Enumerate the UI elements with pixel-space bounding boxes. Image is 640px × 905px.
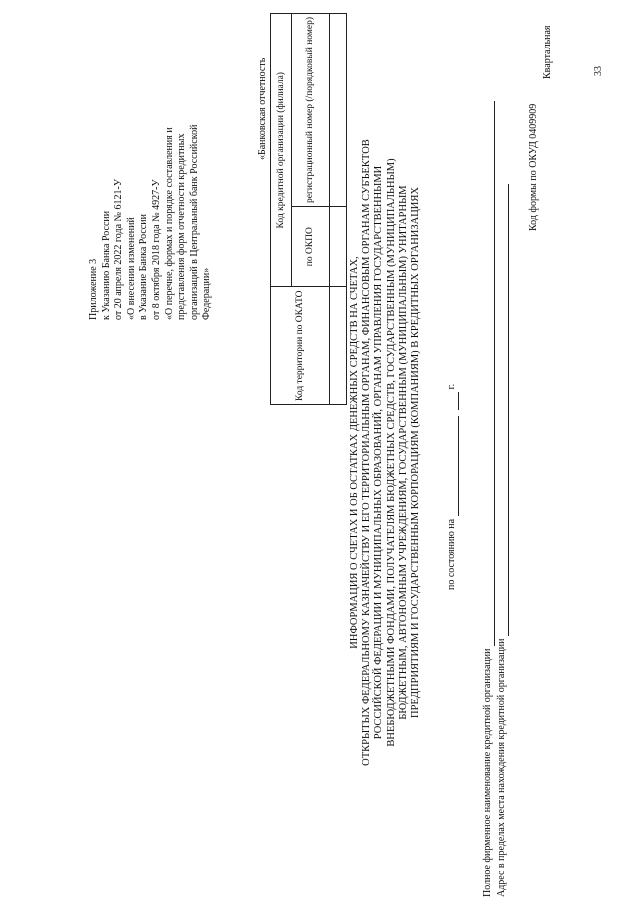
report-title <box>349 0 422 905</box>
address-blank[interactable] <box>498 184 509 636</box>
full-name-blank[interactable] <box>484 101 495 646</box>
okpo-value-cell <box>330 206 347 287</box>
appendix-line: к Указанию Банка России <box>100 210 112 320</box>
address-label: Адрес в пределах места нахождения кредитной организации <box>496 638 507 897</box>
as-of-prefix: по состоянию на <box>446 518 457 590</box>
appendix-line: от 8 октября 2018 года № 4927-У <box>150 179 162 320</box>
full-name-field <box>482 101 495 897</box>
okpo-header: по ОКПО <box>292 206 330 287</box>
year-blank[interactable] <box>448 392 459 410</box>
address-field <box>496 184 509 897</box>
as-of-suffix: г. <box>446 383 457 390</box>
credit-org-header: Код кредитной организации (филиала) <box>271 14 292 287</box>
appendix-line: «О внесении изменений <box>125 217 137 320</box>
appendix-line: представления форм отчетности кредитных <box>176 133 188 320</box>
appendix-line: «О перечне, формах и порядке составления и <box>163 127 175 320</box>
as-of-date <box>446 384 459 590</box>
code-table <box>270 13 347 405</box>
reg-number-header: регистрационный номер (/порядковый номер) <box>292 14 330 207</box>
date-blank[interactable] <box>448 416 459 516</box>
appendix-block <box>88 125 214 320</box>
title-line: БЮДЖЕТНЫМ, АВТОНОМНЫМ УЧРЕЖДЕНИЯМ, ГОСУДАРСТВЕННЫМ (МУНИЦИПАЛЬНЫМ) УНИТАРНЫМ <box>397 185 409 720</box>
appendix-line: от 20 апреля 2022 года № 6121-У <box>113 179 125 320</box>
appendix-line: Федерации» <box>201 267 213 320</box>
report-label: «Банковская отчетность <box>257 57 268 160</box>
okato-header: Код территории по ОКАТО <box>271 287 330 405</box>
title-line: ОТКРЫТЫХ ФЕДЕРАЛЬНОМУ КАЗНАЧЕЙСТВУ И ЕГО ТЕРРИТОРИАЛЬНЫМ ОРГАНАМ, ФИНАНСОВЫМ ОРГАНАМ СУБЪЕКТОВ <box>361 139 373 766</box>
full-name-label: Полное фирменное наименование кредитной организации <box>482 648 493 897</box>
title-line: РОССИЙСКОЙ ФЕДЕРАЦИИ И МУНИЦИПАЛЬНЫХ ОБРАЗОВАНИЙ, ОРГАНАМ УПРАВЛЕНИЯ ГОСУДАРСТВЕННЫМИ <box>373 165 385 740</box>
form-code: Код формы по ОКУД 0409909 <box>528 103 539 231</box>
okato-value-cell <box>330 287 347 405</box>
reg-value-cell <box>330 14 347 207</box>
appendix-line: Приложение 3 <box>88 258 99 320</box>
title-line: ВНЕБЮДЖЕТНЫМИ ФОНДАМИ, ПОЛУЧАТЕЛЯМ БЮДЖЕТНЫХ СРЕДСТВ, ГОСУДАРСТВЕННЫМ (МУНИЦИПАЛЬНЫМ) <box>385 158 397 747</box>
form-periodicity: Квартальная <box>542 25 553 79</box>
page-number: 33 <box>593 66 604 76</box>
title-line: ПРЕДПРИЯТИЯМ И ГОСУДАРСТВЕННЫМ КОРПОРАЦИЯМ (КОМПАНИЯМ) В КРЕДИТНЫХ ОРГАНИЗАЦИЯХ <box>410 187 422 718</box>
title-line: ИНФОРМАЦИЯ О СЧЕТАХ И ОБ ОСТАТКАХ ДЕНЕЖНЫХ СРЕДСТВ НА СЧЕТАХ, <box>349 256 360 649</box>
appendix-line: организаций в Центральный банк Российской <box>188 124 200 320</box>
appendix-line: в Указание Банка России <box>138 214 150 320</box>
